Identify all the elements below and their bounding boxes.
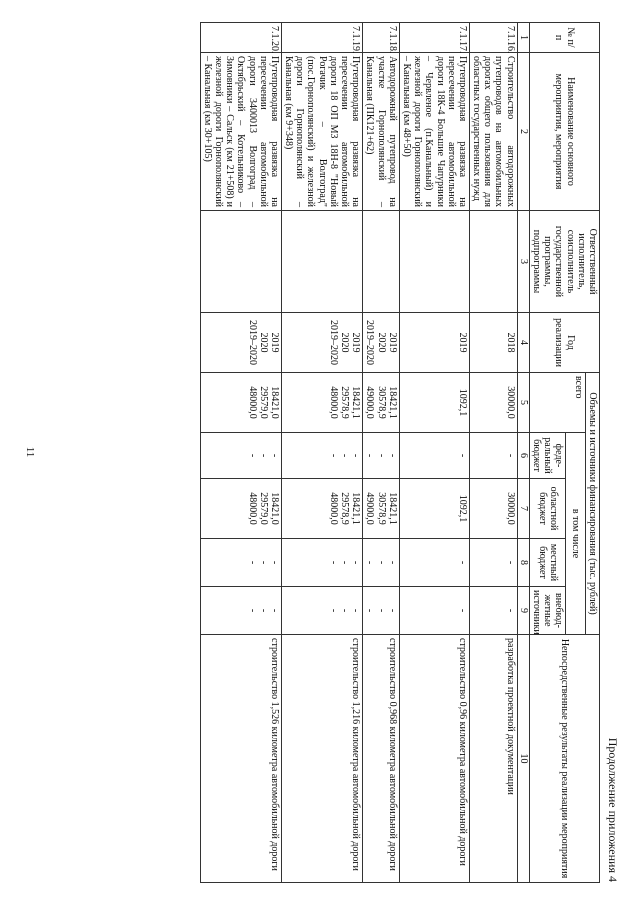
- local-value: -: [386, 560, 398, 565]
- measure-name: Путепроводная развязка на пересечении автомобильной дороги 18 ОП МЗ 18Н-8 "Новый Рогачик – Волгоград" (пос.Горнополянский) и железной дороги Горнополянский – Канальная (км 9+348): [281, 53, 362, 211]
- year: [363, 313, 400, 373]
- federal-value: -: [268, 453, 280, 458]
- col-num: 4: [517, 313, 529, 373]
- year-value: 2019–2020: [364, 320, 376, 365]
- regional: [281, 479, 362, 539]
- federal-value: -: [364, 453, 376, 458]
- row-num: 7.1.20.: [200, 23, 281, 53]
- result: разработка проектной документации: [469, 635, 517, 883]
- total-value: 29578,9: [339, 386, 351, 419]
- federal-value: -: [257, 453, 269, 458]
- local-value: -: [456, 560, 468, 565]
- local: [200, 539, 281, 587]
- local-value: -: [504, 560, 516, 565]
- table-body: [200, 23, 517, 883]
- measure-name: Автодорожный путепровод на участке Горнополянский – Канальная (ПК121+62): [363, 53, 400, 211]
- header-local: местный бюджет: [529, 539, 566, 587]
- extrabudget-value: -: [456, 608, 468, 613]
- federal-value: -: [456, 453, 468, 458]
- table-row: [469, 23, 517, 883]
- total-value: 29579,0: [257, 386, 269, 419]
- local: [399, 539, 469, 587]
- year-value: 2019: [386, 332, 398, 353]
- federal-value: -: [386, 453, 398, 458]
- local: [363, 539, 400, 587]
- col-num: 3: [517, 211, 529, 313]
- total: [363, 373, 400, 433]
- continuation-label: Продолжение приложения 4: [606, 737, 620, 882]
- header-regional: областной бюджет: [529, 479, 566, 539]
- row-num: 7.1.18.: [363, 23, 400, 53]
- federal-value: -: [375, 453, 387, 458]
- local-value: -: [257, 560, 269, 565]
- extrabudget: [469, 587, 517, 635]
- federal: [200, 433, 281, 479]
- regional: [363, 479, 400, 539]
- table-row: [363, 23, 400, 883]
- header-extrabudget: внебюд-жетные источники: [529, 587, 566, 635]
- total-value: 1092,1: [456, 388, 468, 417]
- result: строительство 1,526 километра автомобильной дороги: [200, 635, 281, 883]
- extrabudget-value: -: [350, 608, 362, 613]
- year-value: 2019–2020: [246, 320, 258, 365]
- header-financing: Объемы и источники финансирования (тыс. рублей): [585, 373, 599, 635]
- header-federal: феде-ральный бюджет: [529, 433, 566, 479]
- regional: [200, 479, 281, 539]
- year: [200, 313, 281, 373]
- local-value: -: [364, 560, 376, 565]
- year-value: 2020: [339, 332, 351, 353]
- total-value: 18421,0: [268, 386, 280, 419]
- total-value: 48000,0: [246, 386, 258, 419]
- financing-table: [200, 22, 600, 883]
- col-num: 9: [517, 587, 529, 635]
- year-value: 2020: [257, 332, 269, 353]
- local-value: -: [350, 560, 362, 565]
- federal-value: -: [350, 453, 362, 458]
- rotated-page: [20, 22, 620, 882]
- measure-name: Путепроводная развязка на пересечении автомобильной дороги 3400013 Волгоград – Октябрьский – Котельниково – Зимовники – Сальск (км 21+508) и железной дороги Горнополянский – Канальная (км 30+105): [200, 53, 281, 211]
- extrabudget-value: -: [268, 608, 280, 613]
- total-value: 30000,0: [504, 386, 516, 419]
- extrabudget: [399, 587, 469, 635]
- total-value: 49000,0: [364, 386, 376, 419]
- local-value: -: [246, 560, 258, 565]
- table-row: [399, 23, 469, 883]
- extrabudget-value: -: [327, 608, 339, 613]
- total-value: 18421,1: [386, 386, 398, 419]
- year-value: 2019: [268, 332, 280, 353]
- regional-value: 30578,9: [375, 492, 387, 525]
- regional-value: 49000,0: [364, 492, 376, 525]
- extrabudget-value: -: [386, 608, 398, 613]
- column-number-row: [517, 23, 529, 883]
- col-num: 6: [517, 433, 529, 479]
- year: [399, 313, 469, 373]
- executor: [281, 211, 362, 313]
- measure-name: Путепроводная развязка на пересечении автомобильной дороги 18К-4 Большие Чапурники – Червленое (п.Канальный) и железной дороги Горнополянский – Канальная (км 48+50): [399, 53, 469, 211]
- col-num: 10: [517, 635, 529, 883]
- page-number: 11: [24, 446, 36, 458]
- regional-value: 18421,1: [386, 492, 398, 525]
- header-results: Непосредственные результаты реализации мероприятия: [529, 635, 599, 883]
- regional-value: 29579,0: [257, 492, 269, 525]
- local-value: -: [268, 560, 280, 565]
- local-value: -: [339, 560, 351, 565]
- total: [281, 373, 362, 433]
- federal: [363, 433, 400, 479]
- header-total: всего: [529, 373, 585, 433]
- col-num: 7: [517, 479, 529, 539]
- header-num: № п/п: [529, 23, 599, 53]
- extrabudget-value: -: [246, 608, 258, 613]
- year-value: 2019: [456, 332, 468, 353]
- federal-value: -: [504, 453, 516, 458]
- regional-value: 29578,9: [339, 492, 351, 525]
- header-name: Наименование основного мероприятия, мероприятия: [529, 53, 599, 211]
- extrabudget: [281, 587, 362, 635]
- extrabudget-value: -: [364, 608, 376, 613]
- federal: [281, 433, 362, 479]
- regional-value: 30000,0: [504, 492, 516, 525]
- year-value: 2018: [504, 332, 516, 353]
- result: строительство 0,968 километра автомобильной дороги: [363, 635, 400, 883]
- regional-value: 48000,0: [246, 492, 258, 525]
- year: [281, 313, 362, 373]
- local-value: -: [327, 560, 339, 565]
- extrabudget: [363, 587, 400, 635]
- total: [399, 373, 469, 433]
- executor: [200, 211, 281, 313]
- regional-value: 18421,1: [350, 492, 362, 525]
- table-row: [200, 23, 281, 883]
- col-num: 2: [517, 53, 529, 211]
- regional: [469, 479, 517, 539]
- federal: [399, 433, 469, 479]
- federal-value: -: [339, 453, 351, 458]
- total: [200, 373, 281, 433]
- year-value: 2020: [375, 332, 387, 353]
- regional-value: 18421,0: [268, 492, 280, 525]
- row-num: 7.1.19.: [281, 23, 362, 53]
- regional-value: 48000,0: [327, 492, 339, 525]
- regional-value: 1092,1: [456, 494, 468, 523]
- federal-value: -: [327, 453, 339, 458]
- row-num: 7.1.16.: [469, 23, 517, 53]
- extrabudget-value: -: [504, 608, 516, 613]
- col-num: 8: [517, 539, 529, 587]
- federal: [469, 433, 517, 479]
- table-row: [281, 23, 362, 883]
- executor: [469, 211, 517, 313]
- header-incl: в том числе: [566, 433, 585, 635]
- measure-name: Строительство автодорожных путепроводов на автомобильных дорогах общего пользования для областных государственных нужд: [469, 53, 517, 211]
- extrabudget-value: -: [257, 608, 269, 613]
- extrabudget: [200, 587, 281, 635]
- total-value: 48000,0: [327, 386, 339, 419]
- col-num: 1: [517, 23, 529, 53]
- federal-value: -: [246, 453, 258, 458]
- total-value: 18421,1: [350, 386, 362, 419]
- total-value: 30578,9: [375, 386, 387, 419]
- local: [469, 539, 517, 587]
- col-num: 5: [517, 373, 529, 433]
- result: строительство 1,216 километра автомобильной дороги: [281, 635, 362, 883]
- extrabudget-value: -: [375, 608, 387, 613]
- local: [281, 539, 362, 587]
- executor: [399, 211, 469, 313]
- executor: [363, 211, 400, 313]
- year-value: 2019–2020: [327, 320, 339, 365]
- header-year: Год реализации: [529, 313, 599, 373]
- local-value: -: [375, 560, 387, 565]
- year-value: 2019: [350, 332, 362, 353]
- extrabudget-value: -: [339, 608, 351, 613]
- total: [469, 373, 517, 433]
- year: [469, 313, 517, 373]
- row-num: 7.1.17.: [399, 23, 469, 53]
- regional: [399, 479, 469, 539]
- header-executor: Ответственный исполнитель, соисполнитель государственной программы, подпрограммы: [529, 211, 599, 313]
- result: строительство 0,96 километра автомобильной дороги: [399, 635, 469, 883]
